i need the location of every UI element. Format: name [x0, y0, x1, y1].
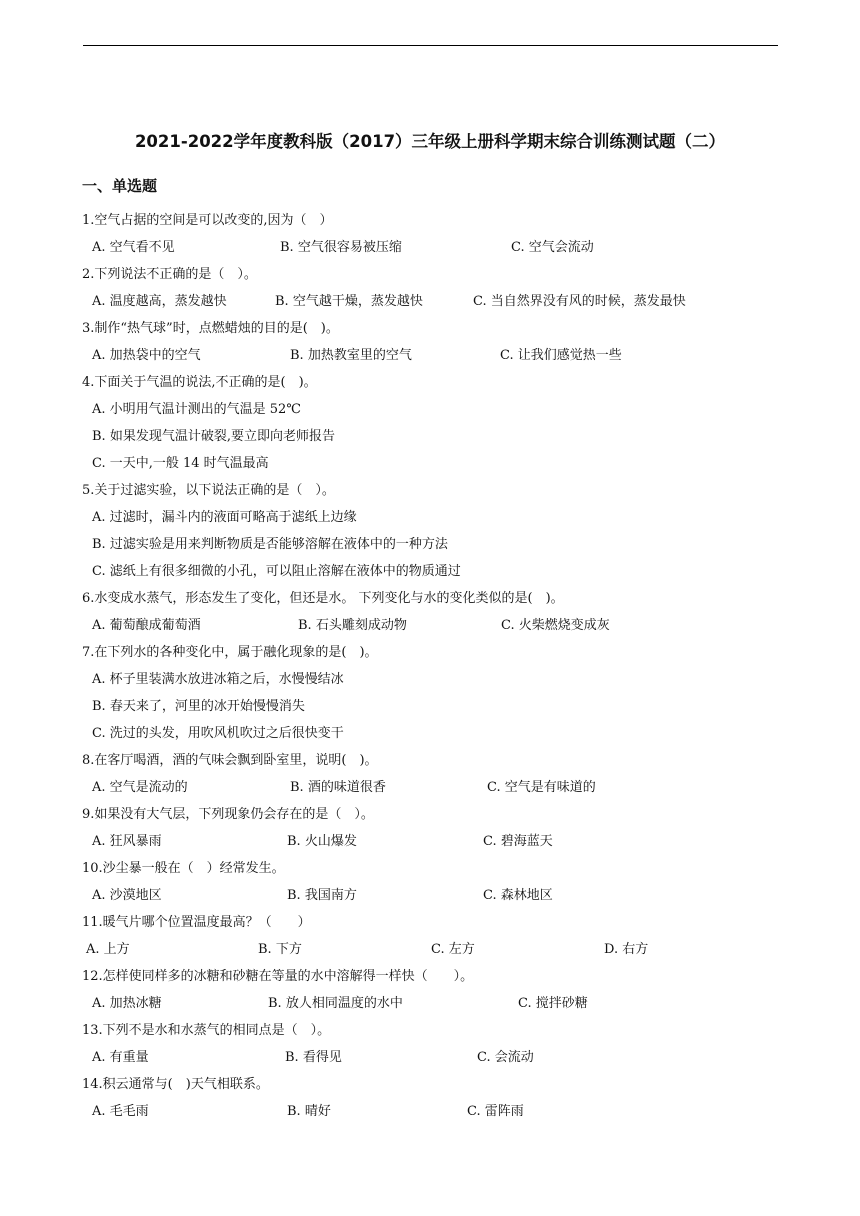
question-3-option-a: A. 加热袋中的空气 [92, 348, 201, 363]
question-stem-7: 7.在下列水的各种变化中，属于融化现象的是( )。 [82, 645, 378, 660]
question-3-option-c: C. 让我们感觉热一些 [500, 348, 622, 363]
question-5-option-a: A. 过滤时，漏斗内的液面可略高于滤纸上边缘 [92, 510, 357, 525]
question-13-option-b: B. 看得见 [285, 1050, 342, 1065]
question-4-option-b: B. 如果发现气温计破裂,要立即向老师报告 [92, 429, 335, 444]
question-1-option-b: B. 空气很容易被压缩 [280, 240, 402, 255]
question-1-option-a: A. 空气看不见 [92, 240, 175, 255]
question-4-option-a: A. 小明用气温计测出的气温是 52℃ [92, 402, 301, 417]
question-11-option-b: B. 下方 [258, 942, 302, 957]
question-12-option-c: C. 搅拌砂糖 [518, 996, 588, 1011]
question-2-option-a: A. 温度越高，蒸发越快 [92, 294, 227, 309]
question-stem-10: 10.沙尘暴一般在（ ）经常发生。 [82, 861, 285, 876]
question-9-option-c: C. 碧海蓝天 [483, 834, 553, 849]
question-12-option-b: B. 放人相同温度的水中 [268, 996, 403, 1011]
question-10-option-c: C. 森林地区 [483, 888, 553, 903]
question-stem-6: 6.水变成水蒸气，形态发生了变化，但还是水。 下列变化与水的变化类似的是( )。 [82, 591, 564, 606]
question-9-option-a: A. 狂风暴雨 [92, 834, 162, 849]
question-stem-9: 9.如果没有大气层，下列现象仍会存在的是（ ）。 [82, 807, 374, 822]
question-stem-1: 1.空气占据的空间是可以改变的,因为（ ） [82, 213, 333, 228]
question-5-option-c: C. 滤纸上有很多细微的小孔，可以阻止溶解在液体中的物质通过 [92, 564, 461, 579]
question-stem-14: 14.积云通常与( )天气相联系。 [82, 1077, 269, 1092]
question-11-option-d: D. 右方 [604, 942, 649, 957]
question-2-option-b: B. 空气越干燥，蒸发越快 [275, 294, 423, 309]
question-10-option-b: B. 我国南方 [287, 888, 357, 903]
page-title: 2021-2022学年度教科版（2017）三年级上册科学期末综合训练测试题（二） [134, 132, 726, 151]
question-7-option-b: B. 春天来了，河里的冰开始慢慢消失 [92, 699, 305, 714]
question-14-option-b: B. 晴好 [287, 1104, 331, 1119]
question-stem-8: 8.在客厅喝酒，酒的气味会飘到卧室里，说明( )。 [82, 753, 378, 768]
question-stem-4: 4.下面关于气温的说法,不正确的是( )。 [82, 375, 317, 390]
question-6-option-b: B. 石头雕刻成动物 [298, 618, 407, 633]
question-2-option-c: C. 当自然界没有风的时候，蒸发最快 [473, 294, 686, 309]
question-7-option-a: A. 杯子里装满水放进冰箱之后，水慢慢结冰 [92, 672, 344, 687]
question-13-option-a: A. 有重量 [92, 1050, 149, 1065]
question-4-option-c: C. 一天中,一般 14 时气温最高 [92, 456, 269, 471]
question-8-option-a: A. 空气是流动的 [92, 780, 188, 795]
question-3-option-b: B. 加热教室里的空气 [290, 348, 412, 363]
question-5-option-b: B. 过滤实验是用来判断物质是否能够溶解在液体中的一种方法 [92, 537, 448, 552]
question-6-option-c: C. 火柴燃烧变成灰 [501, 618, 610, 633]
section-heading: 一、单选题 [82, 177, 158, 195]
question-stem-11: 11.暖气片哪个位置温度最高？（ ） [82, 915, 311, 930]
question-10-option-a: A. 沙漠地区 [92, 888, 162, 903]
question-11-option-a: A. 上方 [86, 942, 130, 957]
question-stem-5: 5.关于过滤实验，以下说法正确的是（ ）。 [82, 483, 335, 498]
question-8-option-b: B. 酒的味道很香 [290, 780, 386, 795]
question-stem-12: 12.怎样使同样多的冰糖和砂糖在等量的水中溶解得一样快（ ）。 [82, 969, 474, 984]
question-stem-13: 13.下列不是水和水蒸气的相同点是（ ）。 [82, 1023, 331, 1038]
question-8-option-c: C. 空气是有味道的 [487, 780, 596, 795]
question-13-option-c: C. 会流动 [477, 1050, 534, 1065]
question-stem-3: 3.制作“热气球”时，点燃蜡烛的目的是( )。 [82, 321, 339, 336]
question-11-option-c: C. 左方 [431, 942, 475, 957]
question-1-option-c: C. 空气会流动 [511, 240, 594, 255]
question-9-option-b: B. 火山爆发 [287, 834, 357, 849]
question-6-option-a: A. 葡萄酿成葡萄酒 [92, 618, 201, 633]
question-12-option-a: A. 加热冰糖 [92, 996, 162, 1011]
question-14-option-a: A. 毛毛雨 [92, 1104, 149, 1119]
question-stem-2: 2.下列说法不正确的是（ ）。 [82, 267, 257, 282]
question-7-option-c: C. 洗过的头发，用吹风机吹过之后很快变干 [92, 726, 344, 741]
question-14-option-c: C. 雷阵雨 [467, 1104, 524, 1119]
